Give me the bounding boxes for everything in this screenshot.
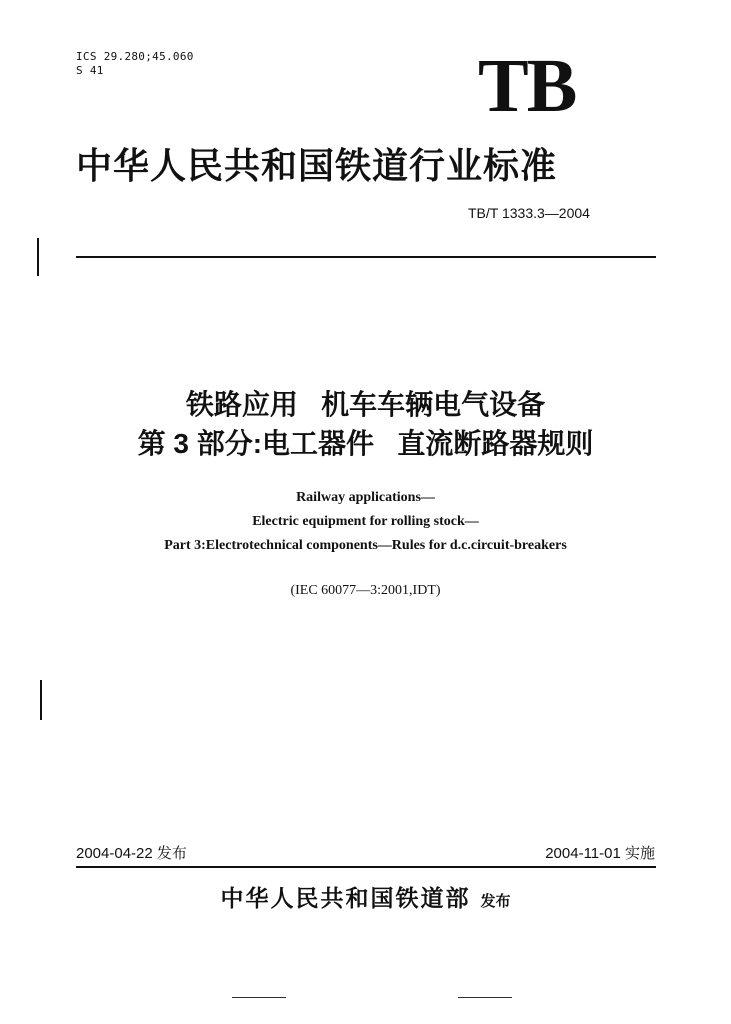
publish-date: 2004-04-22 发布	[76, 845, 187, 862]
iec-reference: (IEC 60077—3:2001,IDT)	[290, 583, 441, 598]
scan-margin-mark	[37, 238, 39, 276]
ics-classification	[76, 50, 194, 78]
title-en-line3: Part 3:Electrotechnical components—Rules for d.c.circuit-breakers	[164, 538, 567, 553]
ccs-code: S 41	[76, 64, 104, 77]
title-zh-line2: 第 3 部分:电工器件 直流断路器规则	[137, 428, 594, 459]
tb-logo: TB	[478, 44, 576, 128]
issuer-name: 中华人民共和国铁道部	[220, 886, 471, 911]
issuer	[0, 884, 731, 917]
issuer-suffix: 发布	[480, 894, 511, 910]
title-en-line1: Railway applications—	[296, 490, 435, 505]
scan-margin-mark	[40, 680, 42, 720]
footer-divider	[76, 866, 656, 868]
scan-dash-mark	[458, 997, 512, 998]
standard-code: TB/T 1333.3—2004	[468, 205, 590, 221]
title-zh-line1: 铁路应用 机车车辆电气设备	[185, 389, 546, 420]
implement-date: 2004-11-01 实施	[545, 845, 655, 862]
ics-code: ICS 29.280;45.060	[76, 50, 194, 63]
standard-title: 中华人民共和国铁道行业标准	[76, 146, 558, 186]
header-divider	[76, 256, 656, 258]
scan-dash-mark	[232, 997, 286, 998]
title-en-line2: Electric equipment for rolling stock—	[252, 514, 479, 529]
